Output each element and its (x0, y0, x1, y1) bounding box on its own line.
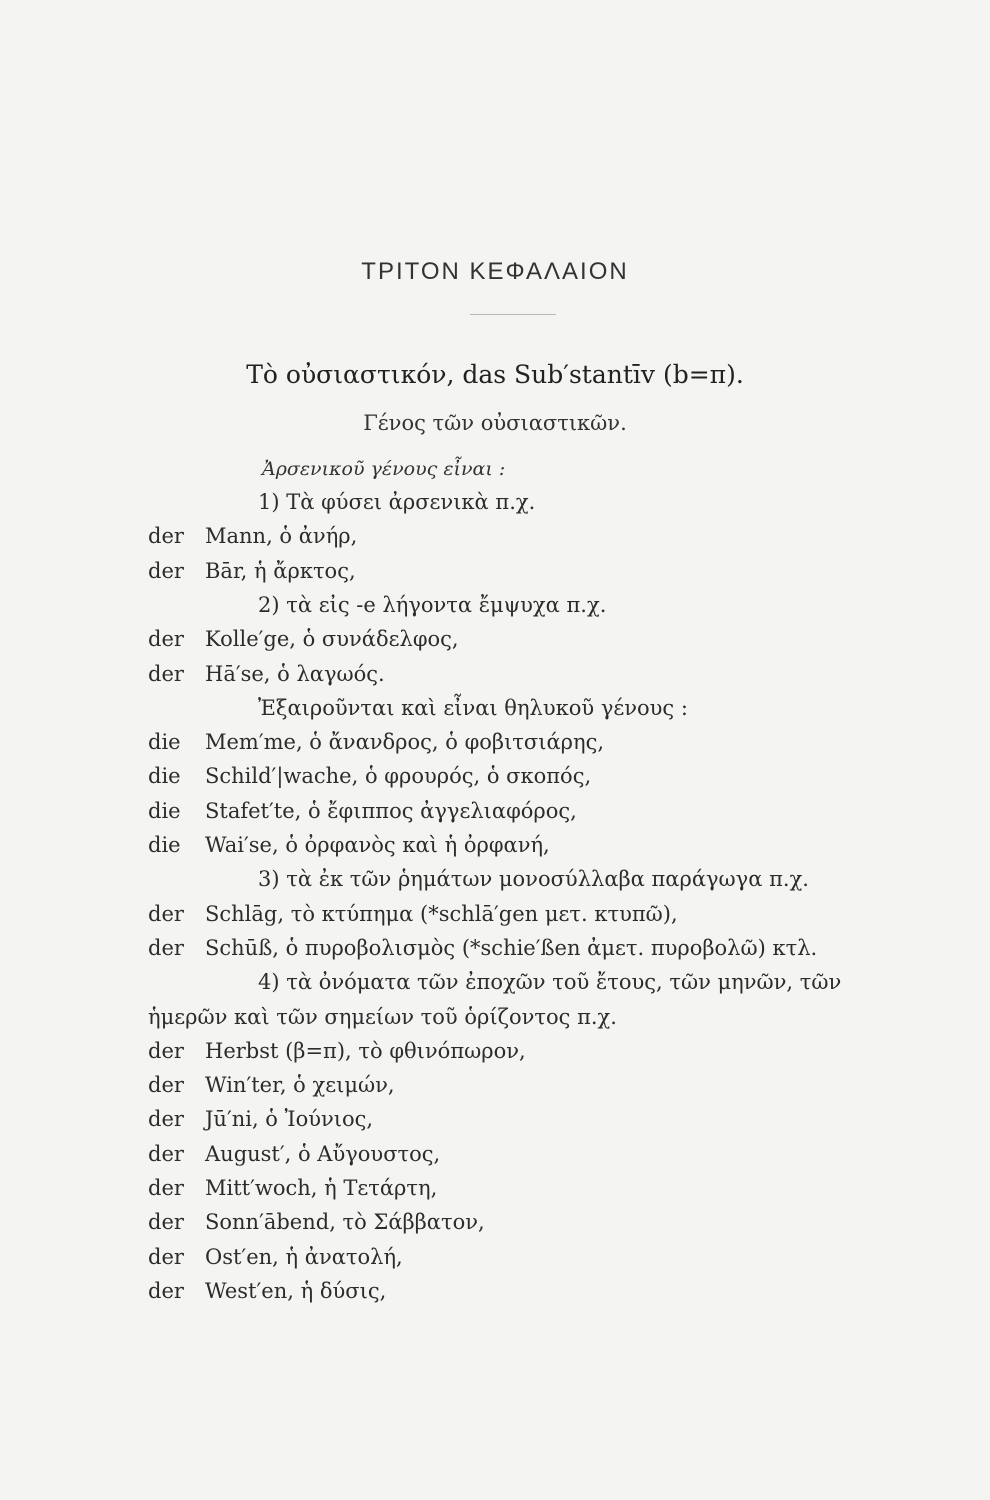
text-line: 3) τὰ ἐκ τῶν ῥημάτων μονοσύλλαβα παράγωγα π.χ. (258, 867, 809, 892)
entry-text: Hā′se, ὁ λαγωός. (205, 661, 385, 686)
entry-article: der (148, 1176, 184, 1200)
entry-article: der (148, 661, 184, 686)
entry-article: der (148, 524, 184, 549)
text-line: 2) τὰ εἰς -e λήγοντα ἔμψυχα π.χ. (258, 592, 607, 617)
vocab-entry (148, 833, 550, 857)
vocab-entry (148, 1176, 437, 1200)
entry-article: der (148, 1141, 184, 1166)
vocab-entry (148, 662, 385, 686)
vocab-entry (148, 799, 577, 823)
entry-article: der (148, 558, 184, 583)
entry-text: Ost′en, ἡ ἀνατολή, (205, 1244, 403, 1269)
entry-article: die (148, 730, 181, 755)
section-heading: Ἀρσενικοῦ γένους εἶναι : (262, 458, 506, 480)
text-line: 4) τὰ ὀνόματα τῶν ἐποχῶν τοῦ ἔτους, τῶν μηνῶν, τῶν (258, 970, 842, 995)
entry-article: der (148, 901, 184, 926)
entry-text: Kolle′ge, ὁ συνάδελφος, (205, 627, 459, 652)
entry-text: Bār, ἡ ἄρκτος, (205, 558, 356, 583)
entry-article: der (148, 627, 184, 652)
vocab-entry (148, 627, 459, 651)
entry-article: der (148, 1278, 184, 1303)
vocab-entry (148, 936, 817, 960)
vocab-entry (148, 1039, 526, 1063)
entry-text: Schlāg, τὸ κτύπημα (*schlā′gen μετ. κτυπῶ), (205, 901, 678, 926)
entry-text: Mem′me, ὁ ἄνανδρος, ὁ φοβιτσιάρης, (205, 730, 605, 755)
vocab-entry (148, 1210, 485, 1234)
chapter-title: ΤΡΙΤΟΝ ΚΕΦΑΛΑΙΟΝ (361, 258, 629, 285)
text-line: Ἐξαιροῦνται καὶ εἶναι θηλυκοῦ γένους : (258, 695, 688, 720)
entry-article: der (148, 935, 184, 960)
page-title: Τὸ οὐσιαστικόν, das Sub′stantīv (b=π). (246, 360, 744, 389)
subtitle: Γένος τῶν οὐσιαστικῶν. (363, 411, 627, 435)
entry-article: der (148, 1210, 184, 1235)
entry-article: der (148, 1038, 184, 1063)
entry-article: der (148, 1107, 184, 1132)
entry-text: August′, ὁ Αὔγουστος, (205, 1141, 441, 1166)
entry-text: Wai′se, ὁ ὀρφανὸς καὶ ἡ ὀρφανή, (205, 833, 550, 857)
vocab-entry (148, 559, 356, 583)
entry-article: der (148, 1073, 184, 1098)
entry-article: die (148, 798, 181, 823)
text-line: 1) Τὰ φύσει ἀρσενικὰ π.χ. (258, 490, 536, 514)
vocab-entry (148, 1107, 373, 1131)
entry-text: Mann, ὁ ἀνήρ, (205, 524, 358, 549)
vocab-entry (148, 1142, 440, 1166)
entry-text: Schild′|wache, ὁ φρουρός, ὁ σκοπός, (205, 764, 592, 789)
title-divider (470, 314, 556, 315)
vocab-entry (148, 524, 357, 548)
entry-article: der (148, 1244, 184, 1269)
entry-text: West′en, ἡ δύσις, (205, 1278, 387, 1303)
entry-text: Jū′ni, ὁ Ἰούνιος, (205, 1107, 374, 1132)
vocab-entry (148, 902, 678, 926)
entry-text: Schūß, ὁ πυροβολισμὸς (*schie′ßen ἀμετ. πυροβολῶ) κτλ. (205, 935, 818, 960)
entry-text: Stafet′te, ὁ ἔφιππος ἀγγελιαφόρος, (205, 798, 577, 823)
entry-text: Mitt′woch, ἡ Τετάρτη, (205, 1176, 438, 1200)
text-line: ἡμερῶν καὶ τῶν σημείων τοῦ ὁρίζοντος π.χ. (148, 1004, 617, 1029)
vocab-entry (148, 764, 591, 788)
vocab-entry (148, 1073, 395, 1097)
vocab-entry (148, 1279, 386, 1303)
entry-text: Win′ter, ὁ χειμών, (205, 1073, 395, 1098)
entry-text: Sonn′ābend, τὸ Σάββατον, (205, 1210, 485, 1235)
entry-text: Herbst (β=π), τὸ φθινόπωρον, (205, 1038, 526, 1063)
vocab-entry (148, 730, 604, 754)
entry-article: die (148, 764, 181, 789)
entry-article: die (148, 833, 181, 857)
vocab-entry (148, 1245, 403, 1269)
